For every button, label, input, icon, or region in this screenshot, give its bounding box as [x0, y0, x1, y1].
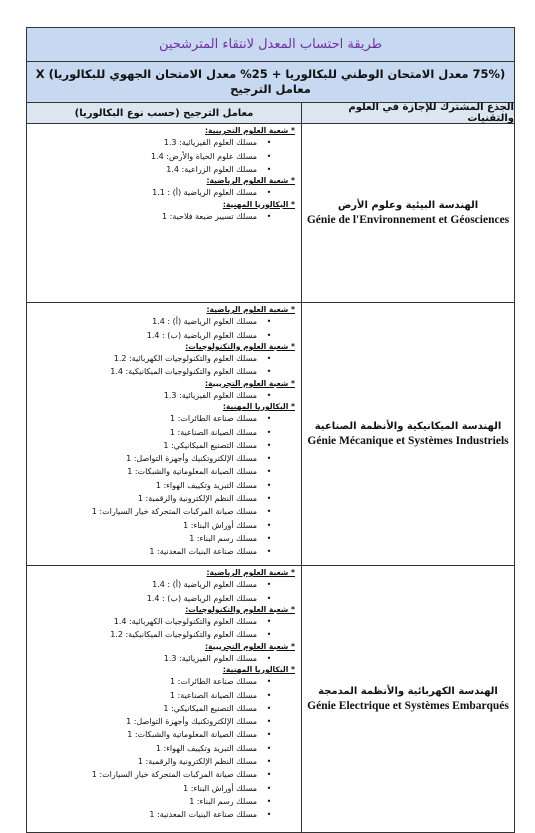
list-item — [31, 329, 295, 342]
table-row — [27, 124, 514, 303]
list-item-text: مسلك التصنيع الميكانيكي: 1 — [163, 703, 257, 713]
stream-heading: * شعبة العلوم الرياضية: — [206, 176, 295, 186]
bullet-icon: • — [266, 743, 272, 753]
list-item — [31, 492, 295, 505]
section-name-cell — [301, 566, 514, 832]
list-item-text: مسلك الصيانة الصناعية: 1 — [169, 427, 257, 437]
list-item-text: مسلك صناعة الطائرات: 1 — [170, 414, 257, 424]
list-item — [31, 715, 295, 728]
formula-text: (75% معدل الامتحان الوطني للبكالوريا + 25% معدل الامتحان الجهوي للبكالوريا) X معامل الترجيح — [35, 67, 506, 96]
stream-heading: * شعبة العلوم التجريبية: — [205, 126, 295, 135]
section-name-french: Génie Electrique et Systèmes Embarqués — [307, 700, 509, 712]
bullet-icon: • — [266, 138, 272, 148]
list-item — [31, 808, 295, 821]
bullet-icon: • — [266, 717, 272, 727]
section-name-arabic: الهندسة الميكانيكية والأنظمة الصناعية — [314, 421, 502, 432]
bullet-icon: • — [266, 757, 272, 767]
section-name-arabic: الهندسة الكهربائية والأنظمة المدمجة — [318, 686, 498, 697]
bullet-icon: • — [266, 810, 272, 820]
list-item-text: مسلك رسم البناء: 1 — [189, 796, 257, 806]
weighting-list-cell — [27, 303, 301, 565]
list-item — [31, 795, 295, 808]
stream-heading: * البكالوريا المهنية: — [222, 199, 295, 209]
stream-heading: * شعبة العلوم التجريبية: — [205, 641, 295, 651]
bullet-icon: • — [266, 454, 272, 464]
list-item — [31, 186, 295, 199]
list-item — [31, 628, 295, 641]
list-item — [31, 532, 295, 545]
list-item — [31, 163, 295, 176]
list-item-text: مسلك العلوم والتكنولوجيات الميكانيكية: 1.2 — [110, 630, 257, 640]
bullet-icon: • — [266, 653, 272, 663]
list-item-text: مسلك النظم الإلكترونية والرقمية: 1 — [137, 494, 257, 504]
list-item — [31, 136, 295, 149]
list-item — [31, 210, 295, 223]
list-item — [31, 365, 295, 378]
list-item — [31, 615, 295, 628]
list-item — [31, 389, 295, 402]
stream-heading: * البكالوريا المهنية: — [222, 402, 295, 412]
bullet-icon: • — [266, 703, 272, 713]
section-name-cell — [301, 303, 514, 565]
bullet-icon: • — [266, 354, 272, 363]
bullet-icon: • — [266, 770, 272, 780]
list-item — [31, 426, 295, 439]
list-item — [31, 315, 295, 328]
list-item — [31, 452, 295, 465]
list-item — [31, 439, 295, 452]
selection-table — [26, 27, 515, 833]
bullet-icon: • — [266, 690, 272, 700]
page-title: طريقة احتساب المعدل لانتقاء المترشحين — [158, 37, 383, 52]
bullet-icon: • — [266, 480, 272, 490]
bullet-icon: • — [266, 330, 272, 340]
table-row — [27, 303, 514, 566]
list-item-text: مسلك العلوم الفيزيائية: 1.3 — [163, 653, 257, 663]
bullet-icon: • — [266, 520, 272, 530]
list-item-text: مسلك النظم الإلكترونية والرقمية: 1 — [137, 757, 257, 767]
list-item-text: مسلك التصنيع الميكانيكي: 1 — [163, 440, 257, 450]
list-item — [31, 782, 295, 795]
bullet-icon: • — [266, 440, 272, 450]
list-item-text: مسلك التبريد وتكييف الهواء: 1 — [155, 480, 257, 490]
section-name-cell — [301, 124, 514, 302]
list-item — [31, 742, 295, 755]
list-item — [31, 702, 295, 715]
list-item-text: مسلك أوراش البناء: 1 — [183, 783, 257, 793]
bullet-icon: • — [266, 467, 272, 477]
bullet-icon: • — [266, 533, 272, 543]
bullet-icon: • — [266, 414, 272, 424]
list-item-text: مسلك صناعة البنيات المعدنية: 1 — [149, 547, 257, 557]
list-item-text: مسلك تسيير ضيعة فلاحية: 1 — [162, 211, 257, 221]
weighting-list-cell — [27, 566, 301, 832]
stream-heading: * البكالوريا المهنية: — [222, 665, 295, 675]
stream-heading: * شعبة العلوم الرياضية: — [206, 568, 295, 577]
list-item — [31, 150, 295, 163]
section-name-french: Génie Mécanique et Systèmes Industriels — [307, 435, 509, 447]
bullet-icon: • — [266, 317, 272, 327]
list-item-text: مسلك العلوم الرياضية (ب) : 1.4 — [146, 593, 257, 603]
list-item — [31, 652, 295, 665]
table-row — [27, 566, 514, 832]
stream-heading: * شعبة العلوم التجريبية: — [205, 378, 295, 388]
list-item-text: مسلك الإلكتروتكنيك وأجهزة التواصل: 1 — [126, 454, 257, 464]
bullet-icon: • — [266, 593, 272, 603]
list-item-text: مسلك العلوم الرياضية (ب) : 1.4 — [146, 330, 257, 340]
list-item-text: مسلك صناعة البنيات المعدنية: 1 — [149, 810, 257, 820]
list-item-text: مسلك العلوم الفيزيائية: 1.3 — [163, 390, 257, 400]
list-item — [31, 675, 295, 688]
bullet-icon: • — [266, 494, 272, 504]
bullet-icon: • — [266, 547, 272, 557]
list-item — [31, 768, 295, 781]
list-item-text: مسلك التبريد وتكييف الهواء: 1 — [155, 743, 257, 753]
bullet-icon: • — [266, 783, 272, 793]
list-item-text: مسلك العلوم والتكنولوجيات الميكانيكية: 1.4 — [110, 367, 257, 377]
list-item-text: مسلك العلوم الرياضية (أ) : 1.1 — [152, 188, 257, 198]
list-item-text: مسلك العلوم الفيزيائية: 1.3 — [163, 138, 257, 148]
weighting-list-cell — [27, 124, 301, 302]
list-item-text: مسلك العلوم والتكنولوجيات الكهربائية: 1.2 — [113, 354, 257, 363]
list-item — [31, 578, 295, 591]
list-item — [31, 465, 295, 478]
list-item — [31, 755, 295, 768]
bullet-icon: • — [266, 796, 272, 806]
list-item-text: مسلك صيانة المركبات المتحركة خيار السيارات: 1 — [91, 770, 257, 780]
list-item — [31, 728, 295, 741]
column-header-row — [27, 103, 514, 124]
list-item — [31, 352, 295, 365]
list-item-text: مسلك العلوم الرياضية (أ) : 1.4 — [152, 317, 257, 327]
list-item — [31, 689, 295, 702]
list-item-text: مسلك العلوم والتكنولوجيات الكهربائية: 1.4 — [113, 617, 257, 626]
list-item-text: مسلك صناعة الطائرات: 1 — [170, 677, 257, 687]
stream-heading: * شعبة العلوم والتكنولوجيات: — [185, 341, 295, 351]
list-item-text: مسلك العلوم الزراعية: 1.4 — [166, 164, 257, 174]
section-name-arabic: الهندسة البيئية وعلوم الأرض — [337, 200, 479, 211]
bullet-icon: • — [266, 677, 272, 687]
list-item — [31, 519, 295, 532]
section-column-header: الجذع المشترك للإجازة في العلوم والتقنيات — [301, 103, 514, 123]
list-item-text: مسلك علوم الحياة والأرض: 1.4 — [151, 151, 257, 161]
list-item-text: مسلك الصيانة المعلوماتية والشبكات: 1 — [127, 467, 257, 477]
section-name-french: Génie de l'Environnement et Géosciences — [306, 214, 510, 226]
bullet-icon: • — [266, 211, 272, 221]
bullet-icon: • — [266, 188, 272, 198]
bullet-icon: • — [266, 507, 272, 517]
list-item-text: مسلك العلوم الرياضية (أ) : 1.4 — [152, 580, 257, 590]
list-item-text: مسلك رسم البناء: 1 — [189, 533, 257, 543]
stream-heading: * شعبة العلوم الرياضية: — [206, 305, 295, 314]
list-item-text: مسلك الصيانة المعلوماتية والشبكات: 1 — [127, 730, 257, 740]
bullet-icon: • — [266, 390, 272, 400]
formula-row — [27, 62, 514, 103]
stream-heading: * شعبة العلوم والتكنولوجيات: — [185, 604, 295, 614]
table-body — [27, 124, 514, 832]
list-item — [31, 479, 295, 492]
list-item — [31, 545, 295, 558]
list-item — [31, 592, 295, 605]
list-item-text: مسلك الإلكتروتكنيك وأجهزة التواصل: 1 — [126, 717, 257, 727]
list-item — [31, 505, 295, 518]
bullet-icon: • — [266, 630, 272, 640]
list-item-text: مسلك صيانة المركبات المتحركة خيار السيارات: 1 — [91, 507, 257, 517]
list-item — [31, 412, 295, 425]
title-row — [27, 28, 514, 62]
bullet-icon: • — [266, 730, 272, 740]
bullet-icon: • — [266, 617, 272, 626]
bullet-icon: • — [266, 367, 272, 377]
bullet-icon: • — [266, 164, 272, 174]
bullet-icon: • — [266, 427, 272, 437]
bullet-icon: • — [266, 151, 272, 161]
bullet-icon: • — [266, 580, 272, 590]
weighting-column-header: معامل الترجيح (حسب نوع البكالوريا) — [74, 107, 254, 119]
list-item-text: مسلك الصيانة الصناعية: 1 — [169, 690, 257, 700]
list-item-text: مسلك أوراش البناء: 1 — [183, 520, 257, 530]
